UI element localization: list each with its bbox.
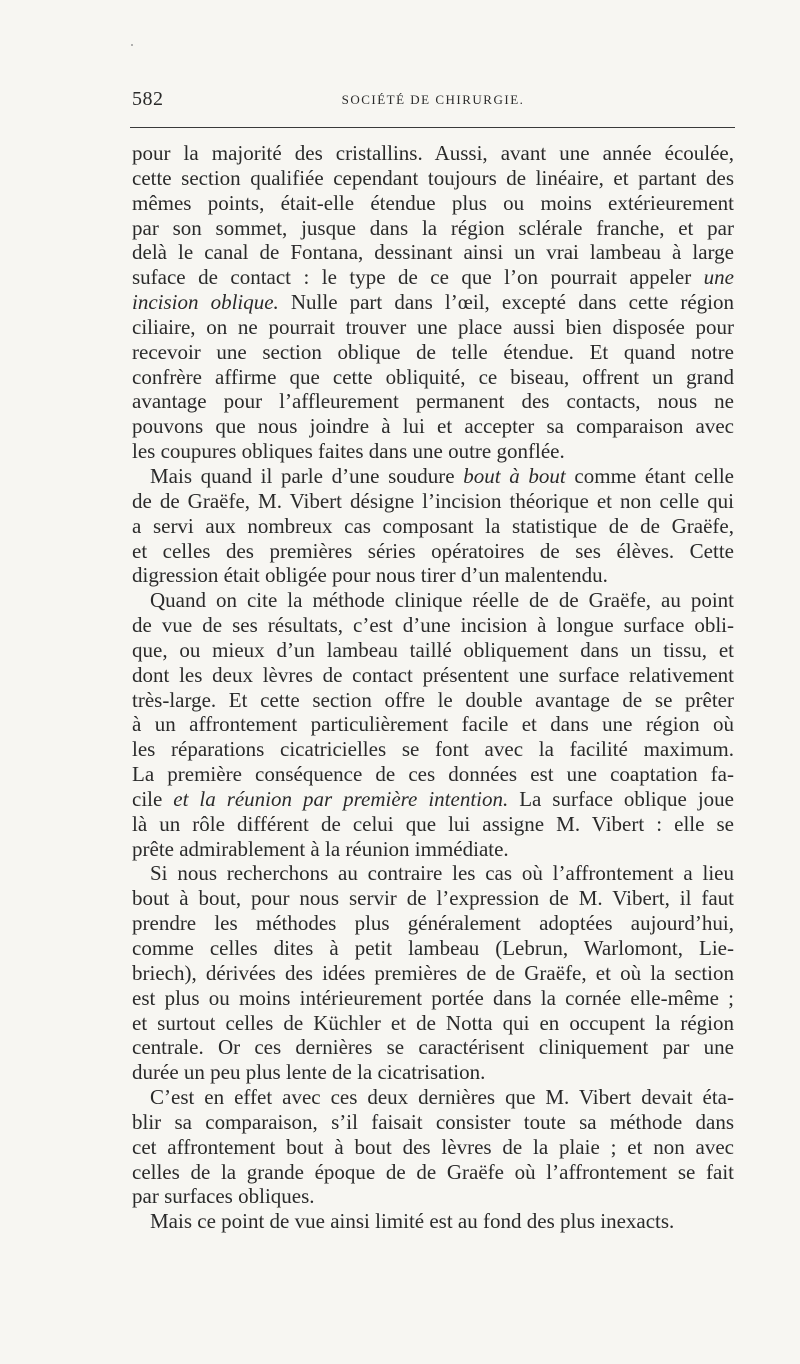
text-line <box>132 1184 734 1209</box>
text-line <box>132 240 734 265</box>
text-line <box>132 812 734 837</box>
text-line <box>132 663 734 688</box>
text-run: blir sa comparaison, s’il faisait consister toute sa méthode dans <box>132 1109 734 1134</box>
text-run: delà le canal de Fontana, dessinant ainsi un vrai lambeau à large <box>132 240 734 265</box>
text-run: comme celles dites à petit lambeau (Lebrun, Warlomont, Lie- <box>132 936 734 960</box>
italic-text: incision oblique. <box>132 290 279 315</box>
paragraph <box>132 861 734 1085</box>
text-run: Quand on cite la méthode clinique réelle de de Graëfe, au point <box>150 588 734 613</box>
italic-text: bout à bout <box>463 463 566 488</box>
text-run: cile <box>132 786 174 811</box>
text-run: pour la majorité des cristallins. Aussi, avant une année écoulée, <box>132 141 734 165</box>
text-line <box>132 762 734 787</box>
header-rule <box>130 127 735 128</box>
paragraph <box>132 464 734 588</box>
text-run: C’est en effet avec ces deux dernières que M. Vibert devait éta- <box>150 1085 734 1110</box>
text-run: comme étant celle <box>565 463 734 488</box>
text-run: dont les deux lèvres de contact présentent une surface relativement <box>132 662 734 687</box>
text-run: ciliaire, on ne pourrait trouver une place aussi bien disposée pour <box>132 314 734 339</box>
text-line <box>132 787 734 812</box>
text-run: les réparations cicatricielles se font avec la facilité maximum. <box>132 737 734 762</box>
text-line <box>132 340 734 365</box>
text-run: à un affrontement particulièrement facile et dans une région où <box>132 712 734 737</box>
paragraph <box>132 141 734 464</box>
text-run: par son sommet, jusque dans la région sclérale franche, et par <box>132 215 734 240</box>
text-run: briech), dérivées des idées premières de de Graëfe, et où la section <box>132 960 734 985</box>
text-line <box>132 1085 734 1110</box>
text-run: pouvons que nous joindre à lui et accepter sa comparaison avec <box>132 414 734 439</box>
text-line <box>132 290 734 315</box>
paragraph <box>132 1085 734 1209</box>
text-run: les coupures obliques faites dans une outre gonflée. <box>132 439 565 464</box>
text-run: Mais quand il parle d’une soudure <box>150 463 464 488</box>
text-run: est plus ou moins intérieurement portée dans la cornée elle-même ; <box>132 985 734 1010</box>
text-line <box>132 414 734 439</box>
text-run: centrale. Or ces dernières se caractérisent cliniquement par une <box>132 1035 734 1060</box>
page-header <box>132 88 734 116</box>
paragraph <box>132 588 734 861</box>
text-line <box>132 1135 734 1160</box>
text-run: celles de la grande époque de de Graëfe où l’affrontement se fait <box>132 1159 734 1184</box>
text-line <box>132 861 734 886</box>
text-line <box>132 464 734 489</box>
text-run: de vue de ses résultats, c’est d’une incision à longue surface obli- <box>132 613 734 638</box>
text-run: Nulle part dans l’œil, excepté dans cette région <box>278 290 734 315</box>
text-run: par surfaces obliques. <box>132 1184 315 1209</box>
text-run: recevoir une section oblique de telle étendue. Et quand notre <box>132 339 734 364</box>
text-line <box>132 936 734 961</box>
text-line <box>132 141 734 166</box>
text-line <box>132 1160 734 1185</box>
text-run: La première conséquence de ces données est une coaptation fa- <box>132 762 734 787</box>
text-line <box>132 1110 734 1135</box>
text-line <box>132 539 734 564</box>
text-line <box>132 216 734 241</box>
text-run: et celles des premières séries opératoires de ses élèves. Cette <box>132 538 734 563</box>
text-line <box>132 191 734 216</box>
text-line <box>132 737 734 762</box>
text-run: digression était obligée pour nous tirer d’un malentendu. <box>132 563 608 588</box>
text-line <box>132 886 734 911</box>
text-run: avantage pour l’affleurement permanent des contacts, nous ne <box>132 389 734 414</box>
text-line <box>132 638 734 663</box>
text-run: confrère affirme que cette obliquité, ce biseau, offrent un grand <box>132 364 734 389</box>
text-line <box>132 514 734 539</box>
text-run: a servi aux nombreux cas composant la statistique de de Graëfe, <box>132 513 734 538</box>
paragraph <box>132 1209 734 1234</box>
text-run: de de Graëfe, M. Vibert désigne l’incision théorique et non celle qui <box>132 488 734 513</box>
text-line <box>132 1035 734 1060</box>
text-line <box>132 1011 734 1036</box>
text-run: là un rôle différent de celui que lui assigne M. Vibert : elle se <box>132 811 734 836</box>
text-line <box>132 688 734 713</box>
text-line <box>132 588 734 613</box>
text-line <box>132 712 734 737</box>
text-run: prendre les méthodes plus généralement adoptées aujourd’hui, <box>132 911 734 936</box>
text-run: La surface oblique joue <box>508 786 734 811</box>
text-run: bout à bout, pour nous servir de l’expression de M. Vibert, il faut <box>132 886 734 911</box>
text-line <box>132 365 734 390</box>
text-line <box>132 439 734 464</box>
text-line <box>132 911 734 936</box>
text-run: cet affrontement bout à bout des lèvres de la plaie ; et non avec <box>132 1134 734 1159</box>
text-line <box>132 613 734 638</box>
text-line <box>132 986 734 1011</box>
page-number: 582 <box>132 88 164 110</box>
italic-text: une <box>703 265 734 290</box>
text-run: et surtout celles de Küchler et de Notta qui en occupent la région <box>132 1010 734 1035</box>
text-run: Si nous recherchons au contraire les cas où l’affrontement a lieu <box>150 861 734 886</box>
text-line <box>132 837 734 862</box>
text-line <box>132 1209 734 1234</box>
text-run: prête admirablement à la réunion immédiate. <box>132 836 509 861</box>
text-run: Mais ce point de vue ainsi limité est au fond des plus inexacts. <box>150 1209 675 1234</box>
text-line <box>132 489 734 514</box>
text-line <box>132 265 734 290</box>
running-head: SOCIÉTÉ DE CHIRURGIE. <box>341 92 525 107</box>
text-line <box>132 389 734 414</box>
body-text <box>132 141 734 1234</box>
text-run: très-large. Et cette section offre le double avantage de se prêter <box>132 687 734 712</box>
text-line <box>132 315 734 340</box>
text-line <box>132 1060 734 1085</box>
text-line <box>132 961 734 986</box>
italic-text: et la réunion par première intention. <box>173 786 509 811</box>
text-run: cette section qualifiée cependant toujours de linéaire, et partant des <box>132 165 734 190</box>
text-line <box>132 166 734 191</box>
text-run: mêmes points, était-elle étendue plus ou moins extérieurement <box>132 190 734 215</box>
text-line <box>132 563 734 588</box>
paper-speck <box>131 44 133 46</box>
text-run: durée un peu plus lente de la cicatrisation. <box>132 1060 486 1085</box>
text-run: que, ou mieux d’un lambeau taillé obliquement dans un tissu, et <box>132 637 734 662</box>
text-run: suface de contact : le type de ce que l’on pourrait appeler <box>132 265 704 290</box>
